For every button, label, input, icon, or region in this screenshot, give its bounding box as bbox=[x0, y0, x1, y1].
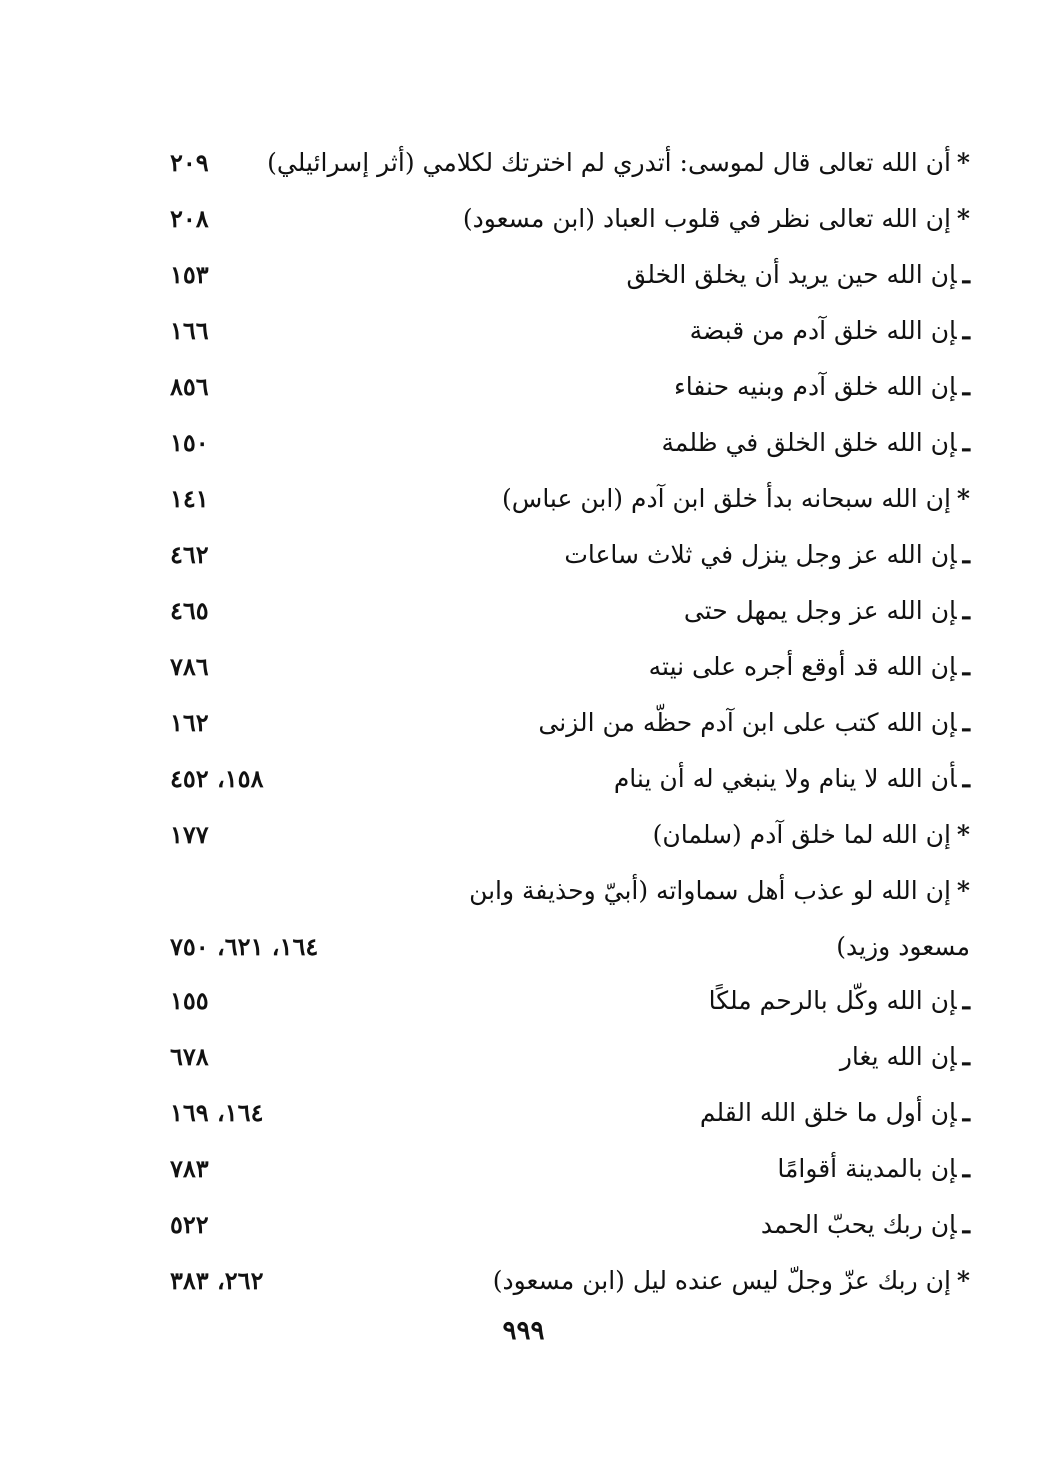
dash-marker: ـ bbox=[962, 986, 970, 1015]
entry-label: أن الله تعالى قال لموسى: أتدري لم اخترتك لكلامي (أثر إسرائيلي) bbox=[267, 148, 951, 177]
entry-text bbox=[463, 202, 970, 236]
entry-label: إن الله خلق آدم وبنيه حنفاء bbox=[674, 372, 957, 401]
dash-marker: ـ bbox=[962, 1098, 970, 1127]
entry-label: إن أول ما خلق الله القلم bbox=[699, 1098, 957, 1127]
entry-text bbox=[502, 482, 970, 516]
entry-label: مسعود وزيد) bbox=[836, 932, 970, 961]
entry-page-refs: ١٥٣ bbox=[170, 260, 209, 289]
dash-marker: ـ bbox=[962, 372, 970, 401]
entry-text bbox=[653, 818, 970, 852]
index-entry bbox=[150, 1258, 970, 1314]
entry-label: إن الله وكّل بالرحم ملكًا bbox=[708, 986, 957, 1015]
entry-page-refs: ١٥٥ bbox=[170, 986, 209, 1015]
entry-page-refs: ١٧٧ bbox=[170, 820, 209, 849]
index-entry bbox=[150, 1034, 970, 1090]
asterisk-marker: * bbox=[956, 484, 970, 513]
entry-text bbox=[761, 1208, 970, 1242]
entry-label: إن الله تعالى نظر في قلوب العباد (ابن مسعود) bbox=[462, 204, 951, 233]
entry-page-refs: ١٥٠ bbox=[170, 428, 209, 457]
dash-marker: ـ bbox=[962, 540, 970, 569]
index-entry bbox=[150, 588, 970, 644]
index-entry bbox=[150, 476, 970, 532]
index-entry bbox=[150, 140, 970, 196]
index-entry bbox=[150, 196, 970, 252]
asterisk-marker: * bbox=[956, 204, 970, 233]
index-entry bbox=[150, 1090, 970, 1146]
entry-page-refs: ١٥٨، ٤٥٢ bbox=[170, 764, 264, 793]
index-entry bbox=[150, 978, 970, 1034]
entry-page-refs: ٧٨٦ bbox=[170, 652, 209, 681]
entry-label: إن ربك عزّ وجلّ ليس عنده ليل (ابن مسعود) bbox=[492, 1266, 951, 1295]
entry-label: إن الله خلق الخلق في ظلمة bbox=[661, 428, 957, 457]
index-entry bbox=[150, 924, 970, 978]
dash-marker: ـ bbox=[962, 652, 970, 681]
index-entry bbox=[150, 420, 970, 476]
entry-text bbox=[836, 930, 970, 964]
entry-text bbox=[564, 538, 970, 572]
asterisk-marker: * bbox=[956, 148, 970, 177]
index-entries bbox=[150, 140, 970, 1314]
index-entry bbox=[150, 532, 970, 588]
entry-text bbox=[709, 984, 970, 1018]
entry-text bbox=[690, 314, 970, 348]
entry-text bbox=[777, 1152, 970, 1186]
index-entry bbox=[150, 252, 970, 308]
dash-marker: ـ bbox=[962, 596, 970, 625]
entry-text bbox=[674, 370, 970, 404]
entry-page-refs: ٨٥٦ bbox=[170, 372, 209, 401]
entry-text bbox=[627, 258, 970, 292]
dash-marker: ـ bbox=[962, 708, 970, 737]
entry-text bbox=[614, 762, 970, 796]
asterisk-marker: * bbox=[956, 1266, 970, 1295]
entry-page-refs: ١٦٦ bbox=[170, 316, 209, 345]
entry-page-refs: ٤٦٥ bbox=[170, 596, 209, 625]
entry-text bbox=[684, 594, 970, 628]
dash-marker: ـ bbox=[962, 260, 970, 289]
entry-page-refs: ٢٠٨ bbox=[170, 204, 209, 233]
entry-page-refs: ٢٠٩ bbox=[170, 148, 209, 177]
index-entry bbox=[150, 700, 970, 756]
entry-page-refs: ٧٨٣ bbox=[170, 1154, 209, 1183]
entry-text bbox=[661, 426, 970, 460]
dash-marker: ـ bbox=[962, 428, 970, 457]
index-entry bbox=[150, 364, 970, 420]
dash-marker: ـ bbox=[962, 316, 970, 345]
index-entry bbox=[150, 868, 970, 924]
entry-label: إن الله لو عذب أهل سماواته (أبيّ وحذيفة وابن bbox=[469, 876, 951, 905]
dash-marker: ـ bbox=[962, 1154, 970, 1183]
entry-page-refs: ٤٦٢ bbox=[170, 540, 209, 569]
entry-label: أن الله لا ينام ولا ينبغي له أن ينام bbox=[613, 764, 957, 793]
asterisk-marker: * bbox=[956, 820, 970, 849]
entry-label: إن الله سبحانه بدأ خلق ابن آدم (ابن عباس) bbox=[502, 484, 951, 513]
entry-text bbox=[538, 706, 970, 740]
entry-label: إن الله قد أوقع أجره على نيته bbox=[648, 652, 957, 681]
entry-text bbox=[649, 650, 970, 684]
entry-page-refs: ٥٢٢ bbox=[170, 1210, 209, 1239]
entry-label: إن الله يغار bbox=[839, 1042, 957, 1071]
entry-label: إن الله كتب على ابن آدم حظّه من الزنى bbox=[538, 708, 957, 737]
index-entry bbox=[150, 1146, 970, 1202]
dash-marker: ـ bbox=[962, 1042, 970, 1071]
index-entry bbox=[150, 756, 970, 812]
entry-page-refs: ١٦٤، ٦٢١، ٧٥٠ bbox=[170, 932, 319, 961]
entry-text bbox=[840, 1040, 970, 1074]
entry-page-refs: ٦٧٨ bbox=[170, 1042, 209, 1071]
index-entry bbox=[150, 1202, 970, 1258]
index-entry bbox=[150, 812, 970, 868]
entry-label: إن الله خلق آدم من قبضة bbox=[689, 316, 957, 345]
entry-text bbox=[469, 874, 970, 908]
entry-text bbox=[493, 1264, 970, 1298]
entry-label: إن بالمدينة أقوامًا bbox=[777, 1154, 957, 1183]
entry-label: إن ربك يحبّ الحمد bbox=[760, 1210, 957, 1239]
entry-page-refs: ١٦٢ bbox=[170, 708, 209, 737]
asterisk-marker: * bbox=[956, 876, 970, 905]
entry-label: إن الله لما خلق آدم (سلمان) bbox=[652, 820, 951, 849]
index-entry bbox=[150, 644, 970, 700]
entry-label: إن الله عز وجل ينزل في ثلاث ساعات bbox=[564, 540, 957, 569]
entry-page-refs: ١٤١ bbox=[170, 484, 209, 513]
entry-page-refs: ٢٦٢، ٣٨٣ bbox=[170, 1266, 264, 1295]
dash-marker: ـ bbox=[962, 1210, 970, 1239]
entry-label: إن الله عز وجل يمهل حتى bbox=[683, 596, 957, 625]
entry-page-refs: ١٦٤، ١٦٩ bbox=[170, 1098, 264, 1127]
dash-marker: ـ bbox=[962, 764, 970, 793]
entry-text bbox=[700, 1096, 970, 1130]
page-number: ٩٩٩ bbox=[502, 1316, 545, 1346]
entry-label: إن الله حين يريد أن يخلق الخلق bbox=[626, 260, 957, 289]
entry-text bbox=[267, 146, 970, 180]
index-entry bbox=[150, 308, 970, 364]
